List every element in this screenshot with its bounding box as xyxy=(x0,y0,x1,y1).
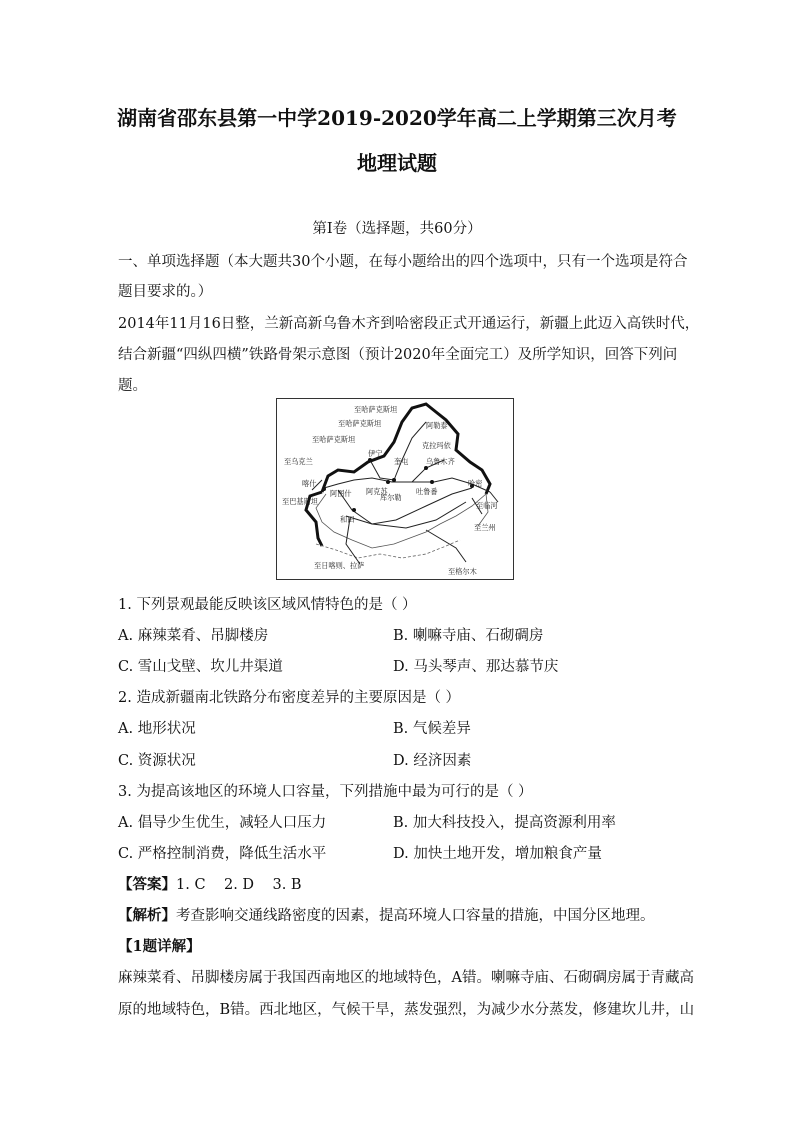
section-heading: 第Ⅰ卷（选择题，共60分） xyxy=(312,221,482,237)
turpan-dot xyxy=(430,480,434,484)
map-label-kuitun: 奎屯 xyxy=(394,457,409,466)
map-label-hami: 哈密 xyxy=(468,479,483,488)
question-2-option-d: D. 经济因素 xyxy=(393,753,472,769)
question-1-option-c: C. 雪山戈壁、坎儿井渠道 xyxy=(118,659,283,675)
answer-text: 1. C 2. D 3. B xyxy=(176,877,302,893)
map-label-atushi: 阿图什 xyxy=(330,489,352,498)
korla-dot xyxy=(386,480,390,484)
yining-dot xyxy=(368,458,372,462)
question-2-stem: 2. 造成新疆南北铁路分布密度差异的主要原因是（ ） xyxy=(118,690,461,706)
paper-title: 湖南省邵东县第一中学2019-2020学年高二上学期第三次月考 xyxy=(117,106,677,130)
map-label-uzbek: 至乌克兰 xyxy=(284,457,313,466)
question-1-option-a: A. 麻辣菜肴、吊脚楼房 xyxy=(118,628,269,644)
map-label-kazakh2: 至哈萨克斯坦 xyxy=(338,419,382,428)
detail-label: 【1题详解】 xyxy=(118,938,201,955)
answer-line xyxy=(118,873,688,894)
kuitun-dot xyxy=(392,478,396,482)
intro-line-2: 结合新疆“四纵四横”铁路骨架示意图（预计2020年全面完工）及所学知识，回答下列问 xyxy=(118,347,678,363)
question-3-option-c: C. 严格控制消费，降低生活水平 xyxy=(118,846,327,862)
analysis-label: 【解析】 xyxy=(118,907,176,924)
map-label-korla: 库尔勒 xyxy=(380,493,402,502)
intro-line-1: 2014年11月16日整，兰新高新乌鲁木齐到哈密段正式开通运行，新疆上此迈入高铁时代， xyxy=(118,316,700,332)
intro-line-3: 题。 xyxy=(118,378,147,394)
xinjiang-railway-map xyxy=(276,398,514,580)
urumqi-dot xyxy=(424,466,428,470)
map-label-lanzhou: 至兰州 xyxy=(474,523,496,532)
hotan-dot xyxy=(352,508,356,512)
question-1-stem: 1. 下列景观最能反映该区域风情特色的是（ ） xyxy=(118,597,417,613)
question-3-option-b: B. 加大科技投入，提高资源利用率 xyxy=(393,815,616,831)
map-label-hotan: 和田 xyxy=(340,515,355,524)
map-label-urumqi: 乌鲁木齐 xyxy=(426,457,455,466)
map-label-kashgar: 喀什 xyxy=(302,479,317,488)
question-1-option-b: B. 喇嘛寺庙、石砌碉房 xyxy=(393,628,544,644)
question-2-option-c: C. 资源状况 xyxy=(118,753,196,769)
map-label-rikaze: 至日喀则、拉萨 xyxy=(314,561,365,570)
map-label-kazakh3: 至哈萨克斯坦 xyxy=(312,435,356,444)
map-label-aksu: 阿克苏 xyxy=(366,487,388,496)
map-label-turpan: 吐鲁番 xyxy=(416,487,438,496)
question-3-option-d: D. 加快土地开发，增加粮食产量 xyxy=(393,846,602,862)
map-label-kazakh1: 至哈萨克斯坦 xyxy=(354,405,398,414)
map-label-altay: 阿勒泰 xyxy=(426,421,448,430)
kashgar-dot xyxy=(322,487,326,491)
question-2-option-b: B. 气候差异 xyxy=(393,721,471,737)
question-3-stem: 3. 为提高该地区的环境人口容量，下列措施中最为可行的是（ ） xyxy=(118,784,533,800)
paper-subtitle: 地理试题 xyxy=(357,151,437,175)
detail-line-2: 原的地域特色，B错。西北地区，气候干旱，蒸发强烈，为减少水分蒸发，修建坎儿井，山 xyxy=(118,1002,695,1018)
map-frame xyxy=(277,399,514,580)
map-label-karamay: 克拉玛依 xyxy=(422,441,451,450)
question-3-option-a: A. 倡导少生优生，减轻人口压力 xyxy=(118,815,327,831)
map-label-linhe: 至临河 xyxy=(476,501,498,510)
analysis-text: 考查影响交通线路密度的因素，提高环境人口容量的措施，中国分区地理。 xyxy=(176,908,655,924)
instructions-line-1: 一、单项选择题（本大题共30个小题，在每小题给出的四个选项中，只有一个选项是符合 xyxy=(118,254,688,270)
answer-label: 【答案】 xyxy=(118,876,176,893)
question-1-option-d: D. 马头琴声、那达慕节庆 xyxy=(393,659,559,675)
analysis-line xyxy=(118,904,688,925)
map-label-golmud: 至格尔木 xyxy=(448,567,477,576)
map-label-pakistan: 至巴基斯坦 xyxy=(282,497,318,506)
instructions-line-2: 题目要求的。） xyxy=(118,284,213,300)
map-label-yining: 伊宁 xyxy=(368,449,383,458)
detail-line-1: 麻辣菜肴、吊脚楼房属于我国西南地区的地域特色，A错。喇嘛寺庙、石砌碉房属于青藏高 xyxy=(118,970,694,986)
question-2-option-a: A. 地形状况 xyxy=(118,721,196,737)
